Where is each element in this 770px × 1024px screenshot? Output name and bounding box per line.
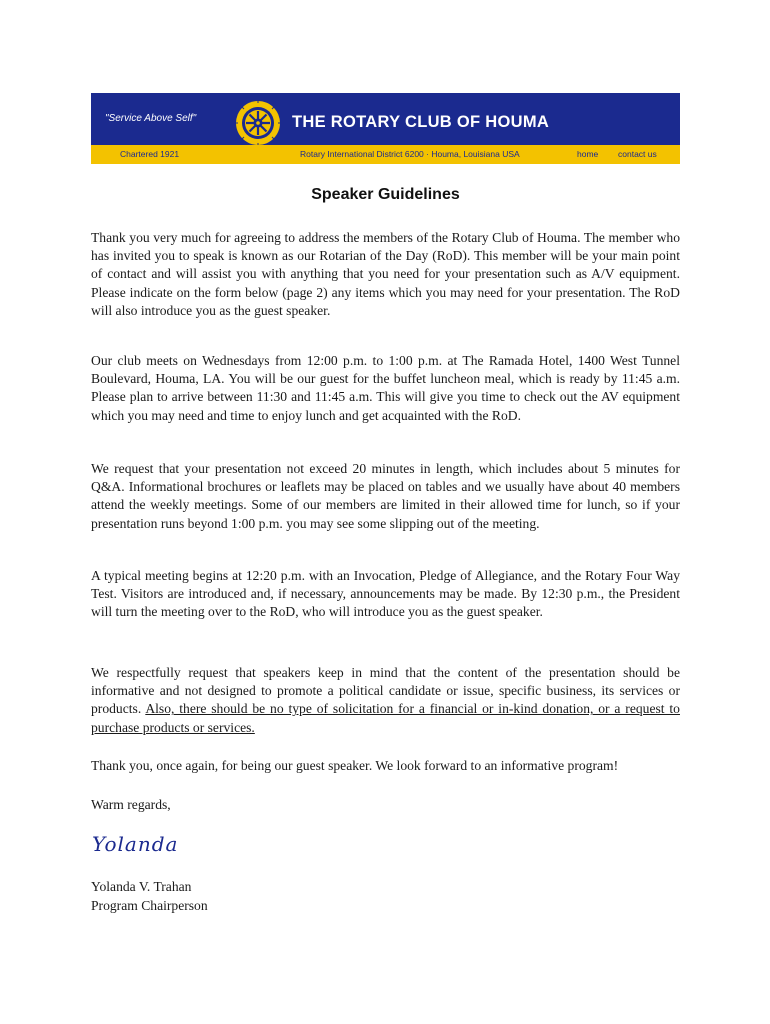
content-policy-text: We respectfully request that speakers keep in mind that the content of the presentation should be informative and not designed to promote a political candidate or issue, specific business, its services or products.: [91, 665, 680, 717]
paragraph-thank-you: Thank you, once again, for being our guest speaker. We look forward to an informative program!: [91, 758, 619, 773]
paragraph-meeting-details: Our club meets on Wednesdays from 12:00 p.m. to 1:00 p.m. at The Ramada Hotel, 1400 West Tunnel Boulevard, Houma, LA. You will be our guest for the buffet luncheon meal, which is ready by 11:45 a.m. Please plan to arrive between 11:30 and 11:45 a.m. This will give you time to check out the AV equipment which you may need and time to enjoy lunch and get acquainted with the RoD.: [91, 353, 680, 423]
chartered-text: Chartered 1921: [120, 149, 180, 159]
document-title: Speaker Guidelines: [311, 186, 460, 203]
header-banner: [91, 93, 680, 164]
rotary-wheel-logo: [234, 99, 282, 147]
signer-name: Yolanda V. Trahan: [91, 879, 192, 894]
handwritten-signature: Yolanda: [92, 832, 179, 856]
paragraph-presentation-length: We request that your presentation not exceed 20 minutes in length, which includes about 5 minutes for Q&A. Informational brochures or leaflets may be placed on tables and we usually have about 40 members attend the weekly meetings. Some of our members are limited in their allowed time for lunch, so if your presentation runs beyond 1:00 p.m. you may see some slipping out of the meeting.: [91, 461, 680, 531]
club-name: THE ROTARY CLUB OF HOUMA: [292, 113, 550, 131]
paragraph-introduction: Thank you very much for agreeing to address the members of the Rotary Club of Houma. The member who has invited you to speak is known as our Rotarian of the Day (RoD). This member will be your main point of contact and will assist you with anything that you need for your presentation such as A/V equipment. Please indicate on the form below (page 2) any items which you may need for your presentation. The RoD will also introduce you as the guest speaker.: [91, 230, 680, 318]
district-text: Rotary International District 6200 · Houma, Louisiana USA: [300, 149, 520, 159]
closing-salutation: Warm regards,: [91, 797, 171, 812]
club-motto: "Service Above Self": [105, 113, 197, 124]
solicitation-notice: Also, there should be no type of solicitation for a financial or in-kind donation, or a request to purchase products or services.: [91, 701, 680, 735]
banner-strip: [91, 145, 680, 164]
paragraph-content-policy: [91, 664, 680, 737]
signer-title: Program Chairperson: [91, 898, 208, 913]
home-link[interactable]: home: [577, 149, 599, 159]
paragraph-meeting-agenda: A typical meeting begins at 12:20 p.m. with an Invocation, Pledge of Allegiance, and the Rotary Four Way Test. Visitors are introduced and, if necessary, announcements may be made. By 12:30 p.m., the President will turn the meeting over to the RoD, who will introduce you as the guest speaker.: [91, 568, 680, 620]
contact-us-link[interactable]: contact us: [618, 149, 657, 159]
